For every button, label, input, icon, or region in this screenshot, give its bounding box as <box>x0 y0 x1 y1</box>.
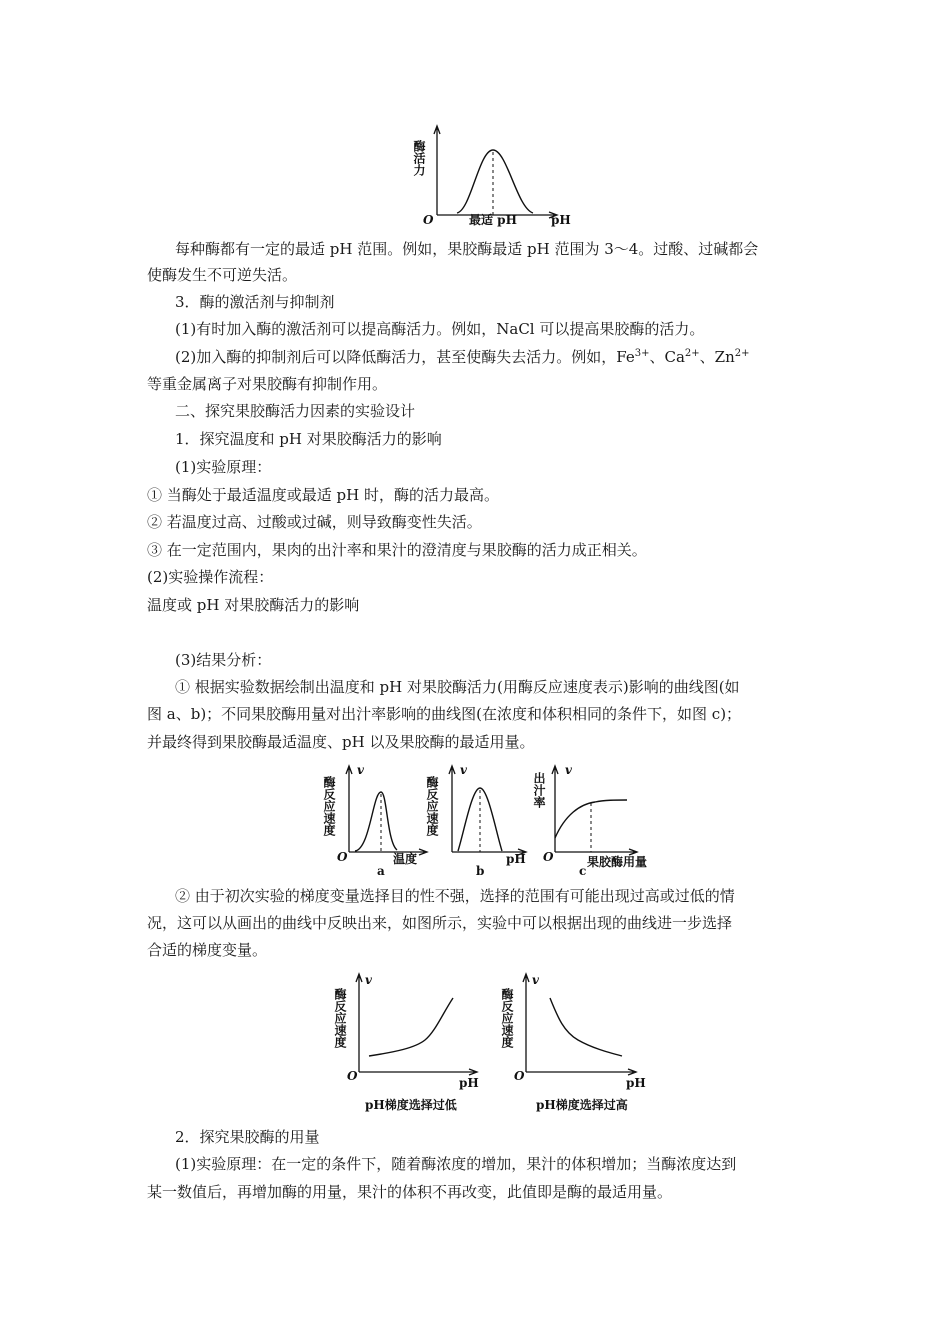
s22-para1-line1: (1)实验原理：在一定的条件下，随着酶浓度的增加，果汁的体积增加；当酶浓度达到 <box>175 1155 737 1173</box>
y-axis-label-c: 出汁率 <box>532 772 546 808</box>
y-axis-label-high: 酶反应速度 <box>500 988 514 1048</box>
section3-para1: (1)有时加入酶的激活剂可以提高酶活力。例如，NaCl 可以提高果胶酶的活力。 <box>175 320 705 338</box>
curve-a <box>355 792 397 851</box>
caption-c: c <box>579 864 587 878</box>
caption-a: a <box>377 864 385 878</box>
curve-low <box>369 998 453 1056</box>
x-axis-label: pH <box>551 213 571 227</box>
section2-title: 二、探究果胶酶活力因素的实验设计 <box>175 402 416 420</box>
figure-c <box>532 760 665 878</box>
y-axis-high <box>523 974 529 1072</box>
zn-ion: 、Zn <box>699 348 735 366</box>
section3-para2-line2: 等重金属离子对果胶酶有抑制作用。 <box>147 375 388 393</box>
origin-c: O <box>543 850 554 864</box>
principle-title: (1)实验原理： <box>175 458 272 476</box>
principle-3: ③ 在一定范围内，果肉的出汁率和果汁的澄清度与果胶酶的活力成正相关。 <box>147 541 647 559</box>
y-axis-b <box>449 766 455 852</box>
fe-ion: Fe <box>616 348 635 366</box>
section3-title: 3．酶的激活剂与抑制剂 <box>175 293 335 311</box>
analysis-1-line2: 图 a、b)；不同果胶酶用量对出汁率影响的曲线图(在浓度和体积相同的条件下，如图 c)； <box>147 705 742 723</box>
figure-gradient-low <box>335 968 485 1118</box>
y-axis <box>434 126 440 215</box>
origin-a: O <box>337 850 348 864</box>
x-label-b: pH <box>506 852 526 866</box>
optimum-ph-label: 最适 pH <box>469 213 517 227</box>
fe-charge: 3+ <box>634 348 650 359</box>
ca-ion: 、Ca <box>649 348 685 366</box>
y-axis-label-1: 酶活力 <box>412 140 426 176</box>
x-label-c: 果胶酶用量 <box>587 855 648 869</box>
v-label-b: v <box>460 763 467 777</box>
curve-high <box>550 998 622 1056</box>
ca-charge: 2+ <box>684 348 700 359</box>
x-label-low: pH <box>459 1076 479 1090</box>
y-axis-c <box>552 766 558 852</box>
y-axis-low <box>356 974 362 1072</box>
analysis-2-line3: 合适的梯度变量。 <box>147 941 268 959</box>
section2-1-title: 1．探究温度和 pH 对果胶酶活力的影响 <box>175 430 442 448</box>
x-axis-low <box>359 1069 477 1075</box>
analysis-1-line3: 并最终得到果胶酶最适温度、pH 以及果胶酶的最适用量。 <box>147 733 535 751</box>
origin-label: O <box>423 213 434 227</box>
flow-title: (2)实验操作流程： <box>147 568 274 586</box>
caption-high: pH梯度选择过高 <box>536 1098 628 1112</box>
origin-low: O <box>347 1069 358 1083</box>
analysis-1-line1: ① 根据实验数据绘制出温度和 pH 对果胶酶活力(用酶反应速度表示)影响的曲线图(如 <box>175 678 740 696</box>
principle-2: ② 若温度过高、过酸或过碱，则导致酶变性失活。 <box>147 513 482 531</box>
para1-line2: 使酶发生不可逆失活。 <box>147 266 298 284</box>
y-axis-a <box>346 766 352 852</box>
caption-low: pH梯度选择过低 <box>365 1098 457 1112</box>
figure-ph-activity <box>405 120 585 230</box>
figure-gradient-high <box>502 968 652 1118</box>
y-axis-label-low: 酶反应速度 <box>333 988 347 1048</box>
s3-p2-text: (2)加入酶的抑制剂后可以降低酶活力，甚至使酶失去活力。例如， <box>175 348 617 366</box>
x-label-a: 温度 <box>393 852 418 866</box>
analysis-2-line2: 况，这可以从画出的曲线中反映出来，如图所示，实验中可以根据出现的曲线进一步选择 <box>147 914 733 932</box>
figure-a <box>322 762 435 878</box>
y-axis-label-b: 酶反应速度 <box>425 776 439 836</box>
section2-2-title: 2．探究果胶酶的用量 <box>175 1128 320 1146</box>
caption-b: b <box>476 864 485 878</box>
section3-para2-line1 <box>175 344 809 370</box>
activity-curve <box>457 150 533 213</box>
y-axis-label-a: 酶反应速度 <box>322 776 336 836</box>
v-label-c: v <box>565 763 572 777</box>
flow-text: 温度或 pH 对果胶酶活力的影响 <box>147 596 360 614</box>
s22-para1-line2: 某一数值后，再增加酶的用量，果汁的体积不再改变，此值即是酶的最适用量。 <box>147 1183 673 1201</box>
para1-line1: 每种酶都有一定的最适 pH 范围。例如，果胶酶最适 pH 范围为 3～4。过酸、过碱都会 <box>175 240 759 258</box>
figure-b <box>425 762 538 878</box>
analysis-2-line1: ② 由于初次实验的梯度变量选择目的性不强，选择的范围有可能出现过高或过低的情 <box>175 887 735 905</box>
v-label-low: v <box>365 973 372 987</box>
x-label-high: pH <box>626 1076 646 1090</box>
origin-high: O <box>514 1069 525 1083</box>
v-label-high: v <box>532 973 539 987</box>
principle-1: ① 当酶处于最适温度或最适 pH 时，酶的活力最高。 <box>147 486 499 504</box>
zn-charge: 2+ <box>734 348 750 359</box>
v-label-a: v <box>357 763 364 777</box>
analysis-title: (3)结果分析： <box>175 651 272 669</box>
x-axis-high <box>526 1069 636 1075</box>
